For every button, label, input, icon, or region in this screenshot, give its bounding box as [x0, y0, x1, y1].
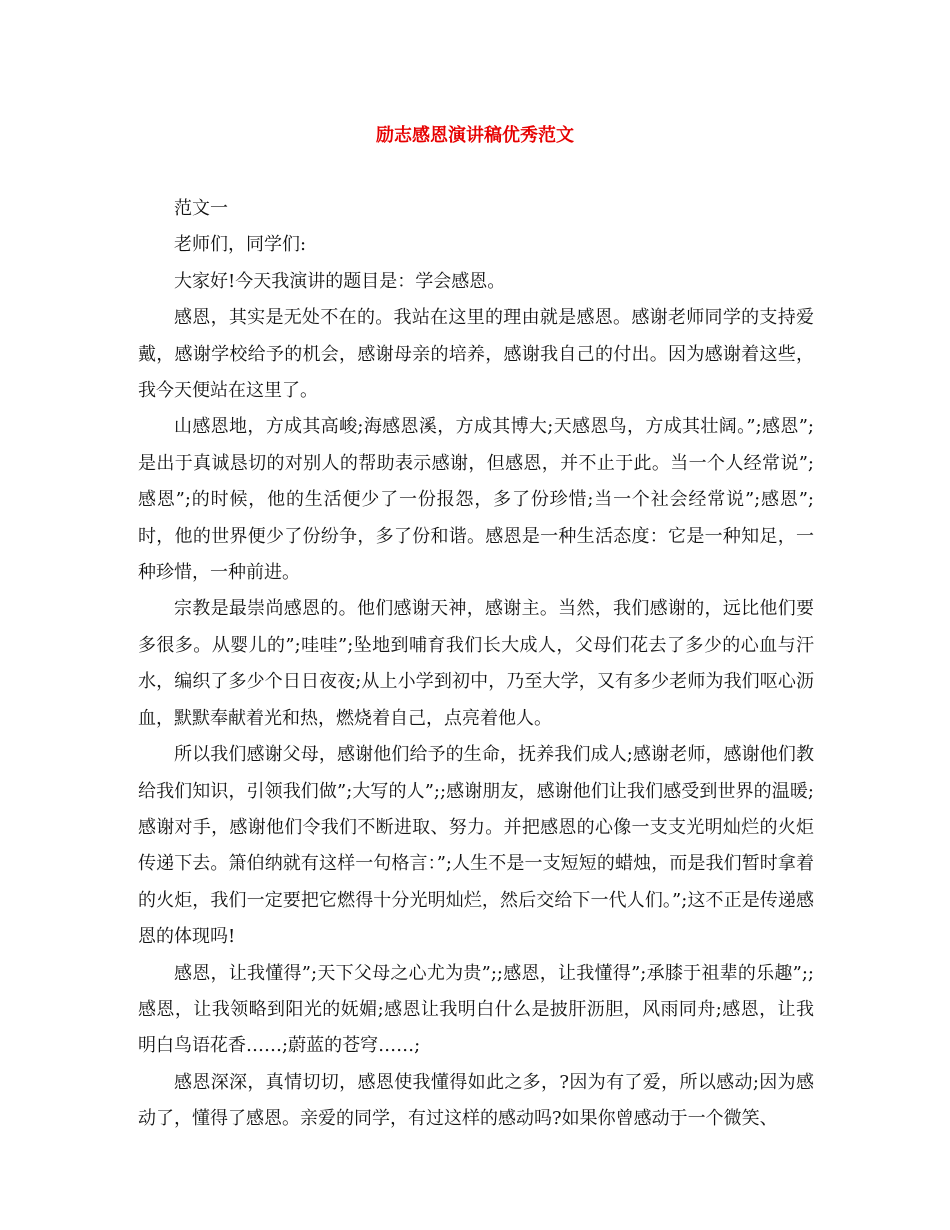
- paragraph: 宗教是最崇尚感恩的。他们感谢天神，感谢主。当然，我们感谢的，远比他们要多很多。从婴儿的”;哇哇”;坠地到哺育我们长大成人，父母们花去了多少的心血与汗水，编织了多少个日日夜夜;从上小学到初中，乃至大学，又有多少老师为我们呕心沥血，默默奉献着光和热，燃烧着自己，点亮着他人。: [138, 598, 814, 729]
- paragraph: 感恩，让我懂得”;天下父母之心尤为贵”;;感恩，让我懂得”;承膝于祖辈的乐趣”;;感恩，让我领略到阳光的妩媚;感恩让我明白什么是披肝沥胆，风雨同舟;感恩，让我明白鸟语花香……;蔚蓝的苍穹……;: [138, 962, 814, 1057]
- document-title: 励志感恩演讲稿优秀范文: [376, 125, 574, 146]
- paragraph-heading: 范文一: [174, 198, 228, 219]
- paragraph: 所以我们感谢父母，感谢他们给予的生命，抚养我们成人;感谢老师，感谢他们教给我们知识，引领我们做”;大写的人”;;感谢朋友，感谢他们让我们感受到世界的温暖;感谢对手，感谢他们令我们不断进取、努力。并把感恩的心像一支支光明灿烂的火炬传递下去。箫伯纳就有这样一句格言：”;人生不是一支短短的蜡烛，而是我们暂时拿着的火炬，我们一定要把它燃得十分光明灿烂，然后交给下一代人们。”;这不正是传递感恩的体现吗!: [138, 744, 814, 948]
- paragraph-salutation: 老师们，同学们:: [174, 234, 307, 256]
- paragraph: 感恩深深，真情切切，感恩使我懂得如此之多，?因为有了爱，所以感动;因为感动了，懂得了感恩。亲爱的同学，有过这样的感动吗?如果你曾感动于一个微笑、: [138, 1071, 814, 1130]
- paragraph: 感恩，其实是无处不在的。我站在这里的理由就是感恩。感谢老师同学的支持爱戴，感谢学校给予的机会，感谢母亲的培养，感谢我自己的付出。因为感谢着这些，我今天便站在这里了。: [138, 307, 814, 402]
- document-body: [138, 191, 814, 1138]
- paragraph: 山感恩地，方成其高峻;海感恩溪，方成其博大;天感恩鸟，方成其壮阔。”;感恩”;是出于真诚恳切的对别人的帮助表示感谢，但感恩，并不止于此。当一个人经常说”;感恩”;的时候，他的生活便少了一份报怨，多了份珍惜;当一个社会经常说”;感恩”;时，他的世界便少了份纷争，多了份和谐。感恩是一种生活态度：它是一种知足，一种珍惜，一种前进。: [138, 416, 814, 584]
- paragraph-greeting: 大家好!今天我演讲的题目是：学会感恩。: [174, 270, 506, 292]
